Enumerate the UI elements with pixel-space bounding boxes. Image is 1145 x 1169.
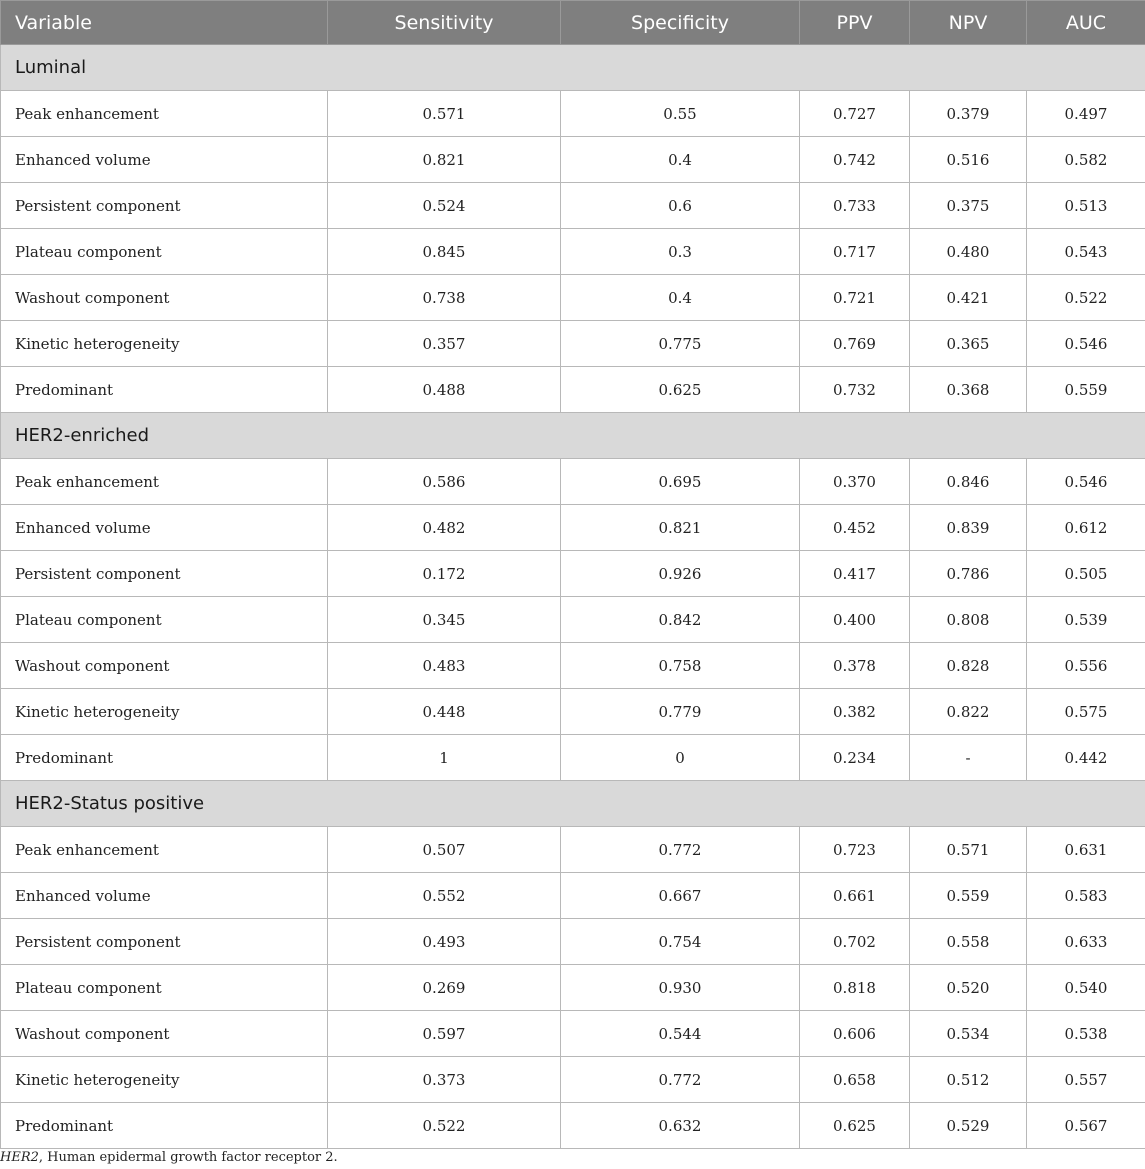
ppv-cell: 0.606	[800, 1011, 910, 1057]
ppv-cell: 0.658	[800, 1057, 910, 1103]
specificity-cell: 0.632	[561, 1103, 800, 1149]
auc-cell: 0.522	[1027, 275, 1145, 321]
variable-cell: Predominant	[1, 735, 328, 781]
sensitivity-cell: 0.552	[328, 873, 561, 919]
specificity-cell: 0.772	[561, 1057, 800, 1103]
table-body	[1, 45, 1145, 1149]
table-row	[1, 275, 1145, 321]
table-row	[1, 1011, 1145, 1057]
variable-cell: Plateau component	[1, 965, 328, 1011]
npv-cell: 0.421	[910, 275, 1027, 321]
ppv-cell: 0.378	[800, 643, 910, 689]
sensitivity-cell: 0.483	[328, 643, 561, 689]
specificity-cell: 0.758	[561, 643, 800, 689]
auc-cell: 0.575	[1027, 689, 1145, 735]
column-header-ppv: PPV	[800, 1, 910, 45]
auc-cell: 0.583	[1027, 873, 1145, 919]
ppv-cell: 0.727	[800, 91, 910, 137]
sensitivity-cell: 0.507	[328, 827, 561, 873]
table-footnote	[0, 1150, 338, 1165]
npv-cell: 0.822	[910, 689, 1027, 735]
ppv-cell: 0.732	[800, 367, 910, 413]
ppv-cell: 0.717	[800, 229, 910, 275]
table-row	[1, 321, 1145, 367]
auc-cell: 0.556	[1027, 643, 1145, 689]
table-row	[1, 965, 1145, 1011]
auc-cell: 0.539	[1027, 597, 1145, 643]
table-row	[1, 183, 1145, 229]
ppv-cell: 0.733	[800, 183, 910, 229]
npv-cell: 0.379	[910, 91, 1027, 137]
column-header-auc: AUC	[1027, 1, 1145, 45]
ppv-cell: 0.702	[800, 919, 910, 965]
variable-cell: Enhanced volume	[1, 505, 328, 551]
specificity-cell: 0.772	[561, 827, 800, 873]
npv-cell: 0.828	[910, 643, 1027, 689]
sensitivity-cell: 0.172	[328, 551, 561, 597]
table-row	[1, 367, 1145, 413]
sensitivity-cell: 0.345	[328, 597, 561, 643]
npv-cell: 0.368	[910, 367, 1027, 413]
group-label: Luminal	[1, 45, 1145, 91]
group-header-row	[1, 413, 1145, 459]
npv-cell: 0.846	[910, 459, 1027, 505]
table-row	[1, 735, 1145, 781]
specificity-cell: 0.544	[561, 1011, 800, 1057]
variable-cell: Peak enhancement	[1, 827, 328, 873]
table-row	[1, 1103, 1145, 1149]
auc-cell: 0.497	[1027, 91, 1145, 137]
ppv-cell: 0.818	[800, 965, 910, 1011]
sensitivity-cell: 0.448	[328, 689, 561, 735]
header-row	[1, 1, 1145, 45]
table-row	[1, 689, 1145, 735]
table-row	[1, 459, 1145, 505]
ppv-cell: 0.723	[800, 827, 910, 873]
variable-cell: Washout component	[1, 1011, 328, 1057]
ppv-cell: 0.661	[800, 873, 910, 919]
variable-cell: Peak enhancement	[1, 91, 328, 137]
variable-cell: Washout component	[1, 275, 328, 321]
variable-cell: Enhanced volume	[1, 873, 328, 919]
table-row	[1, 873, 1145, 919]
specificity-cell: 0.625	[561, 367, 800, 413]
specificity-cell: 0.695	[561, 459, 800, 505]
sensitivity-cell: 0.738	[328, 275, 561, 321]
group-label: HER2-Status positive	[1, 781, 1145, 827]
ppv-cell: 0.400	[800, 597, 910, 643]
table-row	[1, 643, 1145, 689]
auc-cell: 0.567	[1027, 1103, 1145, 1149]
column-header-variable: Variable	[1, 1, 328, 45]
auc-cell: 0.546	[1027, 321, 1145, 367]
sensitivity-cell: 0.269	[328, 965, 561, 1011]
ppv-cell: 0.370	[800, 459, 910, 505]
sensitivity-cell: 0.845	[328, 229, 561, 275]
table-row	[1, 827, 1145, 873]
variable-cell: Persistent component	[1, 919, 328, 965]
footnote-text: , Human epidermal growth factor receptor 2.	[38, 1150, 338, 1165]
specificity-cell: 0.3	[561, 229, 800, 275]
ppv-cell: 0.382	[800, 689, 910, 735]
variable-cell: Predominant	[1, 367, 328, 413]
specificity-cell: 0.926	[561, 551, 800, 597]
group-header-row	[1, 781, 1145, 827]
npv-cell: 0.559	[910, 873, 1027, 919]
npv-cell: 0.839	[910, 505, 1027, 551]
auc-cell: 0.557	[1027, 1057, 1145, 1103]
sensitivity-cell: 0.586	[328, 459, 561, 505]
ppv-cell: 0.769	[800, 321, 910, 367]
npv-cell: 0.512	[910, 1057, 1027, 1103]
table-row	[1, 1057, 1145, 1103]
specificity-cell: 0.6	[561, 183, 800, 229]
variable-cell: Persistent component	[1, 551, 328, 597]
variable-cell: Plateau component	[1, 229, 328, 275]
table-row	[1, 505, 1145, 551]
sensitivity-cell: 0.373	[328, 1057, 561, 1103]
specificity-cell: 0.667	[561, 873, 800, 919]
sensitivity-cell: 0.493	[328, 919, 561, 965]
auc-cell: 0.442	[1027, 735, 1145, 781]
group-label: HER2-enriched	[1, 413, 1145, 459]
ppv-cell: 0.234	[800, 735, 910, 781]
npv-cell: 0.480	[910, 229, 1027, 275]
npv-cell: 0.516	[910, 137, 1027, 183]
sensitivity-cell: 0.522	[328, 1103, 561, 1149]
variable-cell: Peak enhancement	[1, 459, 328, 505]
variable-cell: Kinetic heterogeneity	[1, 321, 328, 367]
sensitivity-cell: 0.488	[328, 367, 561, 413]
variable-cell: Washout component	[1, 643, 328, 689]
specificity-cell: 0	[561, 735, 800, 781]
specificity-cell: 0.779	[561, 689, 800, 735]
variable-cell: Plateau component	[1, 597, 328, 643]
auc-cell: 0.631	[1027, 827, 1145, 873]
column-header-npv: NPV	[910, 1, 1027, 45]
table-row	[1, 919, 1145, 965]
column-header-specificity: Specificity	[561, 1, 800, 45]
sensitivity-cell: 0.821	[328, 137, 561, 183]
footnote-abbreviation: HER2	[0, 1150, 39, 1165]
ppv-cell: 0.452	[800, 505, 910, 551]
auc-cell: 0.543	[1027, 229, 1145, 275]
npv-cell: 0.375	[910, 183, 1027, 229]
table-row	[1, 137, 1145, 183]
npv-cell: 0.520	[910, 965, 1027, 1011]
auc-cell: 0.546	[1027, 459, 1145, 505]
auc-cell: 0.633	[1027, 919, 1145, 965]
ppv-cell: 0.625	[800, 1103, 910, 1149]
table-row	[1, 229, 1145, 275]
npv-cell: 0.534	[910, 1011, 1027, 1057]
variable-cell: Predominant	[1, 1103, 328, 1149]
specificity-cell: 0.930	[561, 965, 800, 1011]
auc-cell: 0.582	[1027, 137, 1145, 183]
ppv-cell: 0.417	[800, 551, 910, 597]
auc-cell: 0.559	[1027, 367, 1145, 413]
variable-cell: Persistent component	[1, 183, 328, 229]
npv-cell: 0.558	[910, 919, 1027, 965]
specificity-cell: 0.754	[561, 919, 800, 965]
npv-cell: 0.786	[910, 551, 1027, 597]
group-header-row	[1, 45, 1145, 91]
ppv-cell: 0.742	[800, 137, 910, 183]
npv-cell: 0.529	[910, 1103, 1027, 1149]
variable-cell: Kinetic heterogeneity	[1, 689, 328, 735]
column-header-sensitivity: Sensitivity	[328, 1, 561, 45]
npv-cell: 0.808	[910, 597, 1027, 643]
sensitivity-cell: 0.524	[328, 183, 561, 229]
specificity-cell: 0.4	[561, 137, 800, 183]
table-row	[1, 597, 1145, 643]
auc-cell: 0.540	[1027, 965, 1145, 1011]
sensitivity-cell: 0.571	[328, 91, 561, 137]
table-row	[1, 91, 1145, 137]
specificity-cell: 0.4	[561, 275, 800, 321]
npv-cell: -	[910, 735, 1027, 781]
auc-cell: 0.505	[1027, 551, 1145, 597]
specificity-cell: 0.55	[561, 91, 800, 137]
variable-cell: Kinetic heterogeneity	[1, 1057, 328, 1103]
specificity-cell: 0.821	[561, 505, 800, 551]
sensitivity-cell: 0.482	[328, 505, 561, 551]
specificity-cell: 0.775	[561, 321, 800, 367]
sensitivity-cell: 1	[328, 735, 561, 781]
sensitivity-cell: 0.597	[328, 1011, 561, 1057]
variable-cell: Enhanced volume	[1, 137, 328, 183]
npv-cell: 0.365	[910, 321, 1027, 367]
auc-cell: 0.513	[1027, 183, 1145, 229]
npv-cell: 0.571	[910, 827, 1027, 873]
specificity-cell: 0.842	[561, 597, 800, 643]
table-row	[1, 551, 1145, 597]
sensitivity-cell: 0.357	[328, 321, 561, 367]
auc-cell: 0.612	[1027, 505, 1145, 551]
ppv-cell: 0.721	[800, 275, 910, 321]
auc-cell: 0.538	[1027, 1011, 1145, 1057]
